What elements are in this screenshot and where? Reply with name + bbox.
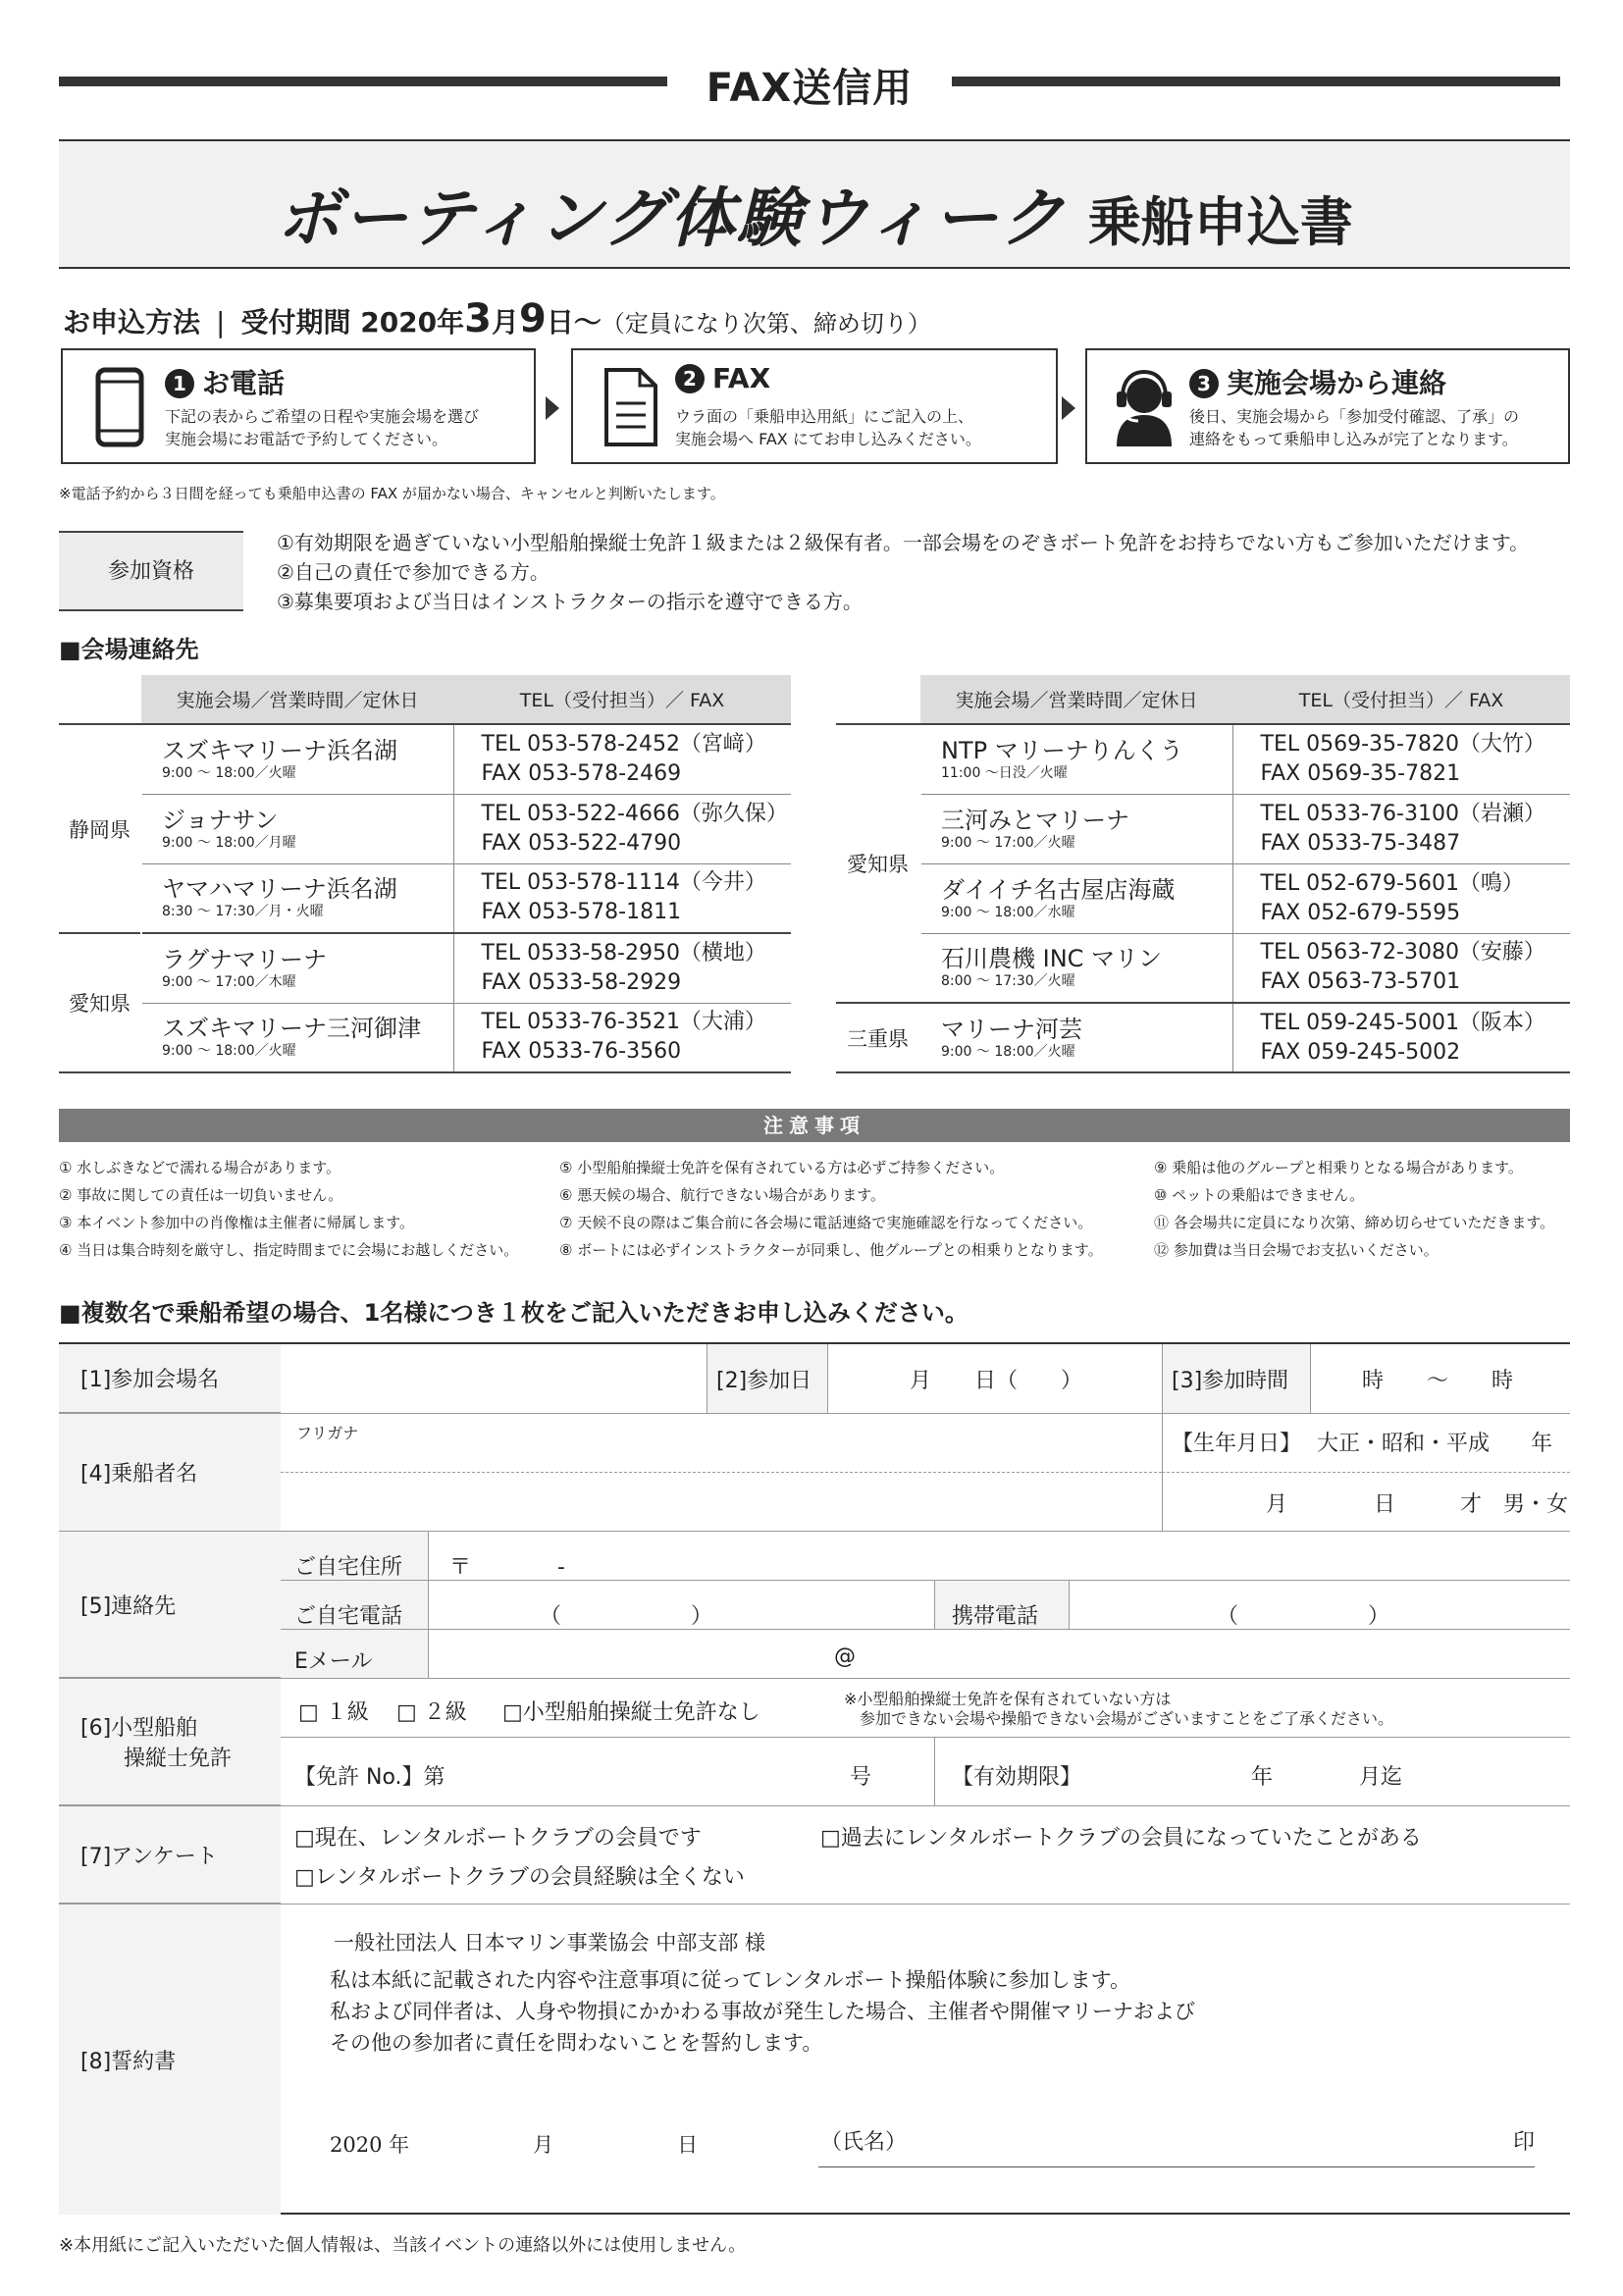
table-row — [59, 724, 791, 794]
step-phone — [61, 348, 536, 464]
venue-hours: 8:30 〜 17:30／月・火曜 — [162, 904, 324, 920]
venue-hours: 9:00 〜 18:00／火曜 — [162, 1043, 296, 1060]
caution-item: ③ 本イベント参加中の肖像権は主催者に帰属します。 — [59, 1214, 415, 1231]
venue-name: ヤマハマリーナ浜名湖 — [162, 875, 397, 904]
venue-name: ジョナサン — [162, 806, 279, 834]
license-note — [844, 1690, 1393, 1729]
table-row — [836, 794, 1570, 863]
venue-name-input[interactable] — [281, 1344, 707, 1413]
venue-name: ダイイチ名古屋店海蔵 — [941, 875, 1176, 904]
pledge-text-line: 私は本紙に記載された内容や注意事項に従ってレンタルボート操船体験に参加します。 — [330, 1968, 1130, 1992]
license-note-line2: 参加できない会場や操船できない会場がございますことをご了承ください。 — [860, 1709, 1394, 1728]
fax-header — [59, 57, 1560, 111]
col-venue-header: 実施会場／営業時間／定休日 — [920, 675, 1232, 724]
license-label-line2: 操縦士免許 — [124, 1747, 233, 1771]
license-number-label: 【免許 No.】第 — [294, 1765, 445, 1790]
application-method — [63, 296, 931, 341]
step-arrow-icon — [546, 396, 559, 420]
venue-hours: 9:00 〜 18:00／火曜 — [162, 764, 296, 781]
license-label — [59, 1679, 281, 1805]
caution-item: ⑦ 天候不良の際はご集合前に各会場に電話連絡で実施確認を行なってください。 — [559, 1214, 1093, 1231]
venue-name: ラグナマリーナ — [162, 945, 327, 973]
smartphone-icon — [84, 366, 155, 448]
step-desc-line1: 後日、実施会場から「参加受付確認、了承」の — [1189, 407, 1520, 426]
date-label: [2]参加日 — [716, 1369, 812, 1393]
period-day-unit: 日〜 — [546, 306, 602, 339]
venue-hours: 9:00 〜 18:00／火曜 — [941, 1043, 1075, 1060]
fax-label: FAX送信用 — [706, 66, 914, 111]
step-number: 3 — [1189, 369, 1219, 398]
page-title: ボーティング体験ウィーク — [276, 181, 1067, 256]
document-icon — [595, 366, 665, 448]
step-desc-line2: 実施会場にお電話で予約してください。 — [165, 430, 448, 448]
venue-hours: 9:00 〜 17:00／木曜 — [162, 973, 296, 990]
privacy-note: ※本用紙にご記入いただいた個人情報は、当該イベントの連絡以外には使用しません。 — [59, 2235, 747, 2256]
passenger-name-label: [4]乗船者名 — [59, 1414, 281, 1532]
license-number-suffix: 号 — [850, 1765, 872, 1790]
venue-name: スズキマリーナ三河御津 — [162, 1015, 421, 1043]
no-license-checkbox[interactable]: □小型船舶操縦士免許なし — [502, 1700, 760, 1725]
venue-fax: FAX 053-578-2469 — [481, 760, 682, 786]
table-row — [59, 863, 791, 933]
birthdate-month-day-age-sex[interactable]: 月 日 才 男・女 — [1266, 1492, 1569, 1517]
caution-item: ⑧ ボートには必ずインストラクターが同乗し、他グループとの相乗りとなります。 — [559, 1241, 1103, 1259]
signature-input[interactable] — [922, 2119, 1442, 2159]
birthdate-year: 年 — [1531, 1432, 1553, 1456]
caution-column-3 — [1154, 1154, 1554, 1264]
license-number-input[interactable] — [471, 1756, 844, 1790]
application-form — [59, 1342, 1570, 2215]
table-row — [59, 1003, 791, 1072]
caution-item: ⑩ ペットの乗船はできません。 — [1154, 1186, 1365, 1204]
caution-item: ⑤ 小型船舶操縦士免許を保有されている方は必ずご持参ください。 — [559, 1159, 1005, 1176]
venue-fax: FAX 0533-76-3560 — [481, 1039, 682, 1065]
license-note-line1: ※小型船舶操縦士免許を保有されていない方は — [844, 1690, 1172, 1708]
venue-name: マリーナ河芸 — [941, 1015, 1082, 1043]
venue-tel: TEL 059-245-5001（阪本） — [1260, 1010, 1545, 1035]
qualification-item: ①有効期限を過ぎていない小型船舶操縦士免許１級または２級保有者。一部会場をのぞきボート免許をお持ちでない方もご参加いただけます。 — [277, 531, 1530, 554]
email-label: Eメール — [294, 1649, 373, 1674]
survey-never-member-checkbox[interactable]: □レンタルボートクラブの会員経験は全くない — [294, 1865, 745, 1890]
caution-item: ⑪ 各会場共に定員になり次第、締め切らせていただきます。 — [1154, 1214, 1555, 1231]
license-grade1-checkbox[interactable]: □ １級 — [298, 1700, 369, 1725]
license-label-line1: [6]小型船舶 — [80, 1716, 198, 1741]
step-desc-line1: 下記の表からご希望の日程や実施会場を選び — [165, 407, 480, 426]
venue-fax: FAX 053-522-4790 — [481, 830, 682, 856]
venue-tel: TEL 052-679-5601（鳴） — [1260, 870, 1524, 896]
venue-name-label: [1]参加会場名 — [59, 1344, 281, 1413]
home-phone-label: ご自宅電話 — [294, 1604, 403, 1629]
venue-name: スズキマリーナ浜名湖 — [162, 736, 397, 764]
caution-item: ① 水しぶきなどで濡れる場合があります。 — [59, 1159, 341, 1176]
table-row — [836, 863, 1570, 933]
step-title: お電話 — [202, 367, 286, 399]
caution-item: ⑥ 悪天候の場合、航行できない場合があります。 — [559, 1186, 886, 1204]
step-title: 実施会場から連絡 — [1227, 367, 1447, 399]
step-arrow-icon — [1062, 396, 1075, 420]
venue-tel: TEL 0533-76-3521（大浦） — [481, 1010, 766, 1035]
pledge-text — [330, 1964, 1195, 2059]
signature-label: （氏名） — [820, 2130, 908, 2155]
prefecture: 愛知県 — [59, 933, 141, 1072]
birthdate-label: 【生年月日】 — [1172, 1432, 1302, 1456]
qualification-item: ②自己の責任で参加できる方。 — [277, 560, 550, 584]
furigana-label: フリガナ — [296, 1424, 359, 1442]
license-grade2-checkbox[interactable]: □ ２級 — [396, 1700, 467, 1725]
pledge-text-line: その他の参加者に責任を問わないことを誓約します。 — [330, 2031, 823, 2055]
venue-hours: 9:00 〜 18:00／水曜 — [941, 904, 1075, 920]
seal-mark: 印 — [1513, 2130, 1536, 2155]
venue-hours: 11:00 〜日没／火曜 — [941, 764, 1068, 781]
venue-tel: TEL 0533-58-2950（横地） — [481, 940, 766, 965]
caution-column-1 — [59, 1154, 518, 1264]
table-row — [836, 1003, 1570, 1072]
expiry-input[interactable]: 年 月迄 — [1251, 1765, 1403, 1790]
table-row — [836, 933, 1570, 1003]
passenger-name-input[interactable] — [281, 1474, 1162, 1531]
venue-tel: TEL 053-522-4666（弥久保） — [481, 801, 788, 826]
period-label: 受付期間 — [240, 306, 351, 339]
step-fax — [571, 348, 1058, 464]
period-year: 2020年 — [360, 306, 465, 339]
qualification-item: ③募集要項および当日はインストラクターの指示を遵守できる方。 — [277, 590, 863, 613]
birthdate-era[interactable]: 大正・昭和・平成 — [1317, 1432, 1491, 1456]
expiry-label: 【有効期限】 — [952, 1765, 1082, 1790]
venue-hours: 9:00 〜 17:00／火曜 — [941, 834, 1075, 851]
caution-item: ⑫ 参加費は当日会場でお支払いください。 — [1154, 1241, 1439, 1259]
venue-tel: TEL 0533-76-3100（岩瀬） — [1260, 801, 1545, 826]
period-note: （定員になり次第、締め切り） — [601, 310, 931, 338]
period-month-unit: 月 — [492, 306, 520, 339]
venue-name: 三河みとマリーナ — [941, 806, 1129, 834]
venue-name: 石川農機 INC マリン — [941, 945, 1163, 973]
prefecture: 三重県 — [836, 1003, 920, 1072]
caution-title: 注意事項 — [59, 1109, 1570, 1142]
venue-fax: FAX 0533-58-2929 — [481, 969, 682, 995]
venue-fax: FAX 0569-35-7821 — [1260, 760, 1461, 786]
caution-item: ④ 当日は集合時刻を厳守し、指定時間までに会場にお越しください。 — [59, 1241, 519, 1259]
email-input[interactable]: @ — [834, 1644, 856, 1669]
venue-tel: TEL 053-578-2452（宮﨑） — [481, 731, 766, 757]
time-input[interactable]: 時 〜 時 — [1361, 1369, 1513, 1393]
venue-name: NTP マリーナりんくう — [941, 736, 1183, 764]
venue-fax: FAX 0533-75-3487 — [1260, 830, 1461, 856]
mobile-phone-label: 携帯電話 — [952, 1604, 1039, 1629]
pledge-date[interactable]: 2020 年 月 日 — [330, 2133, 699, 2157]
step-desc-line2: 実施会場へ FAX にてお申し込みください。 — [675, 430, 981, 448]
home-phone-input[interactable]: （ ） — [540, 1604, 713, 1629]
mobile-phone-input[interactable]: （ ） — [1217, 1604, 1390, 1629]
home-address-input[interactable]: 〒 - — [449, 1555, 565, 1580]
prefecture: 愛知県 — [836, 724, 920, 1003]
pledge-text-line: 私および同伴者は、人身や物損にかかわる事故が発生した場合、主催者や開催マリーナおよび — [330, 2000, 1195, 2023]
step-title: FAX — [712, 362, 771, 394]
period-month: 3 — [464, 296, 492, 341]
col-tel-header: TEL（受付担当）／ FAX — [453, 675, 791, 724]
venue-table-right — [836, 675, 1570, 1073]
pledge-label: [8]誓約書 — [59, 1905, 281, 2215]
qualification-label: 参加資格 — [59, 531, 243, 611]
step-number: 2 — [675, 364, 705, 393]
pledge-addressee: 一般社団法人 日本マリン事業協会 中部支部 様 — [334, 1931, 766, 1955]
page-subtitle: 乗船申込書 — [1087, 191, 1353, 253]
period-day: 9 — [519, 296, 547, 341]
caution-item: ⑨ 乗船は他のグループと相乗りとなる場合があります。 — [1154, 1159, 1523, 1176]
step-number: 1 — [165, 369, 194, 398]
col-tel-header: TEL（受付担当）／ FAX — [1232, 675, 1570, 724]
furigana-input[interactable] — [281, 1442, 1162, 1472]
table-header — [59, 675, 791, 724]
qualification-list — [277, 528, 1529, 616]
table-row — [836, 724, 1570, 794]
venue-hours: 9:00 〜 18:00／月曜 — [162, 834, 296, 851]
venue-section-title: ■会場連絡先 — [59, 636, 199, 663]
step-desc-line1: ウラ面の「乗船申込用紙」にご記入の上、 — [675, 407, 974, 426]
multi-applicant-note: ■複数名で乗船希望の場合、1名様につき１枚をご記入いただきお申し込みください。 — [59, 1299, 969, 1327]
venue-hours: 8:00 〜 17:30／火曜 — [941, 973, 1075, 990]
venue-tel: TEL 053-578-1114（今井） — [481, 870, 766, 896]
home-address-label: ご自宅住所 — [294, 1555, 403, 1580]
step-desc-line2: 連絡をもって乗船申し込みが完了となります。 — [1189, 430, 1518, 448]
caution-column-2 — [559, 1154, 1103, 1264]
venue-table-left — [59, 675, 791, 1073]
step-venue-contact — [1085, 348, 1570, 464]
venue-fax: FAX 053-578-1811 — [481, 900, 682, 925]
survey-past-member-checkbox[interactable]: □過去にレンタルボートクラブの会員になっていたことがある — [820, 1826, 1422, 1851]
table-row — [59, 933, 791, 1003]
venue-fax: FAX 059-245-5002 — [1260, 1039, 1461, 1065]
table-header — [836, 675, 1570, 724]
caution-item: ② 事故に関しての責任は一切負いません。 — [59, 1186, 343, 1204]
time-label: [3]参加時間 — [1172, 1369, 1289, 1393]
venue-fax: FAX 0563-73-5701 — [1260, 969, 1461, 995]
col-venue-header: 実施会場／営業時間／定休日 — [141, 675, 453, 724]
prefecture: 静岡県 — [59, 724, 141, 933]
phone-note: ※電話予約から３日間を経っても乗船申込書の FAX が届かない場合、キャンセルと判断いたします。 — [59, 485, 725, 502]
survey-current-member-checkbox[interactable]: □現在、レンタルボートクラブの会員です — [294, 1826, 702, 1851]
venue-tel: TEL 0569-35-7820（大竹） — [1260, 731, 1545, 757]
method-separator: | — [216, 306, 226, 339]
contact-label: [5]連絡先 — [59, 1532, 281, 1678]
headset-operator-icon — [1109, 366, 1179, 448]
table-row — [59, 794, 791, 863]
survey-label: [7]アンケート — [59, 1806, 281, 1904]
method-label: お申込方法 — [63, 306, 201, 339]
date-input[interactable]: 月 日（ ） — [909, 1369, 1082, 1393]
venue-tel: TEL 0563-72-3080（安藤） — [1260, 940, 1545, 965]
venue-fax: FAX 052-679-5595 — [1260, 900, 1461, 925]
title-banner — [59, 139, 1570, 269]
